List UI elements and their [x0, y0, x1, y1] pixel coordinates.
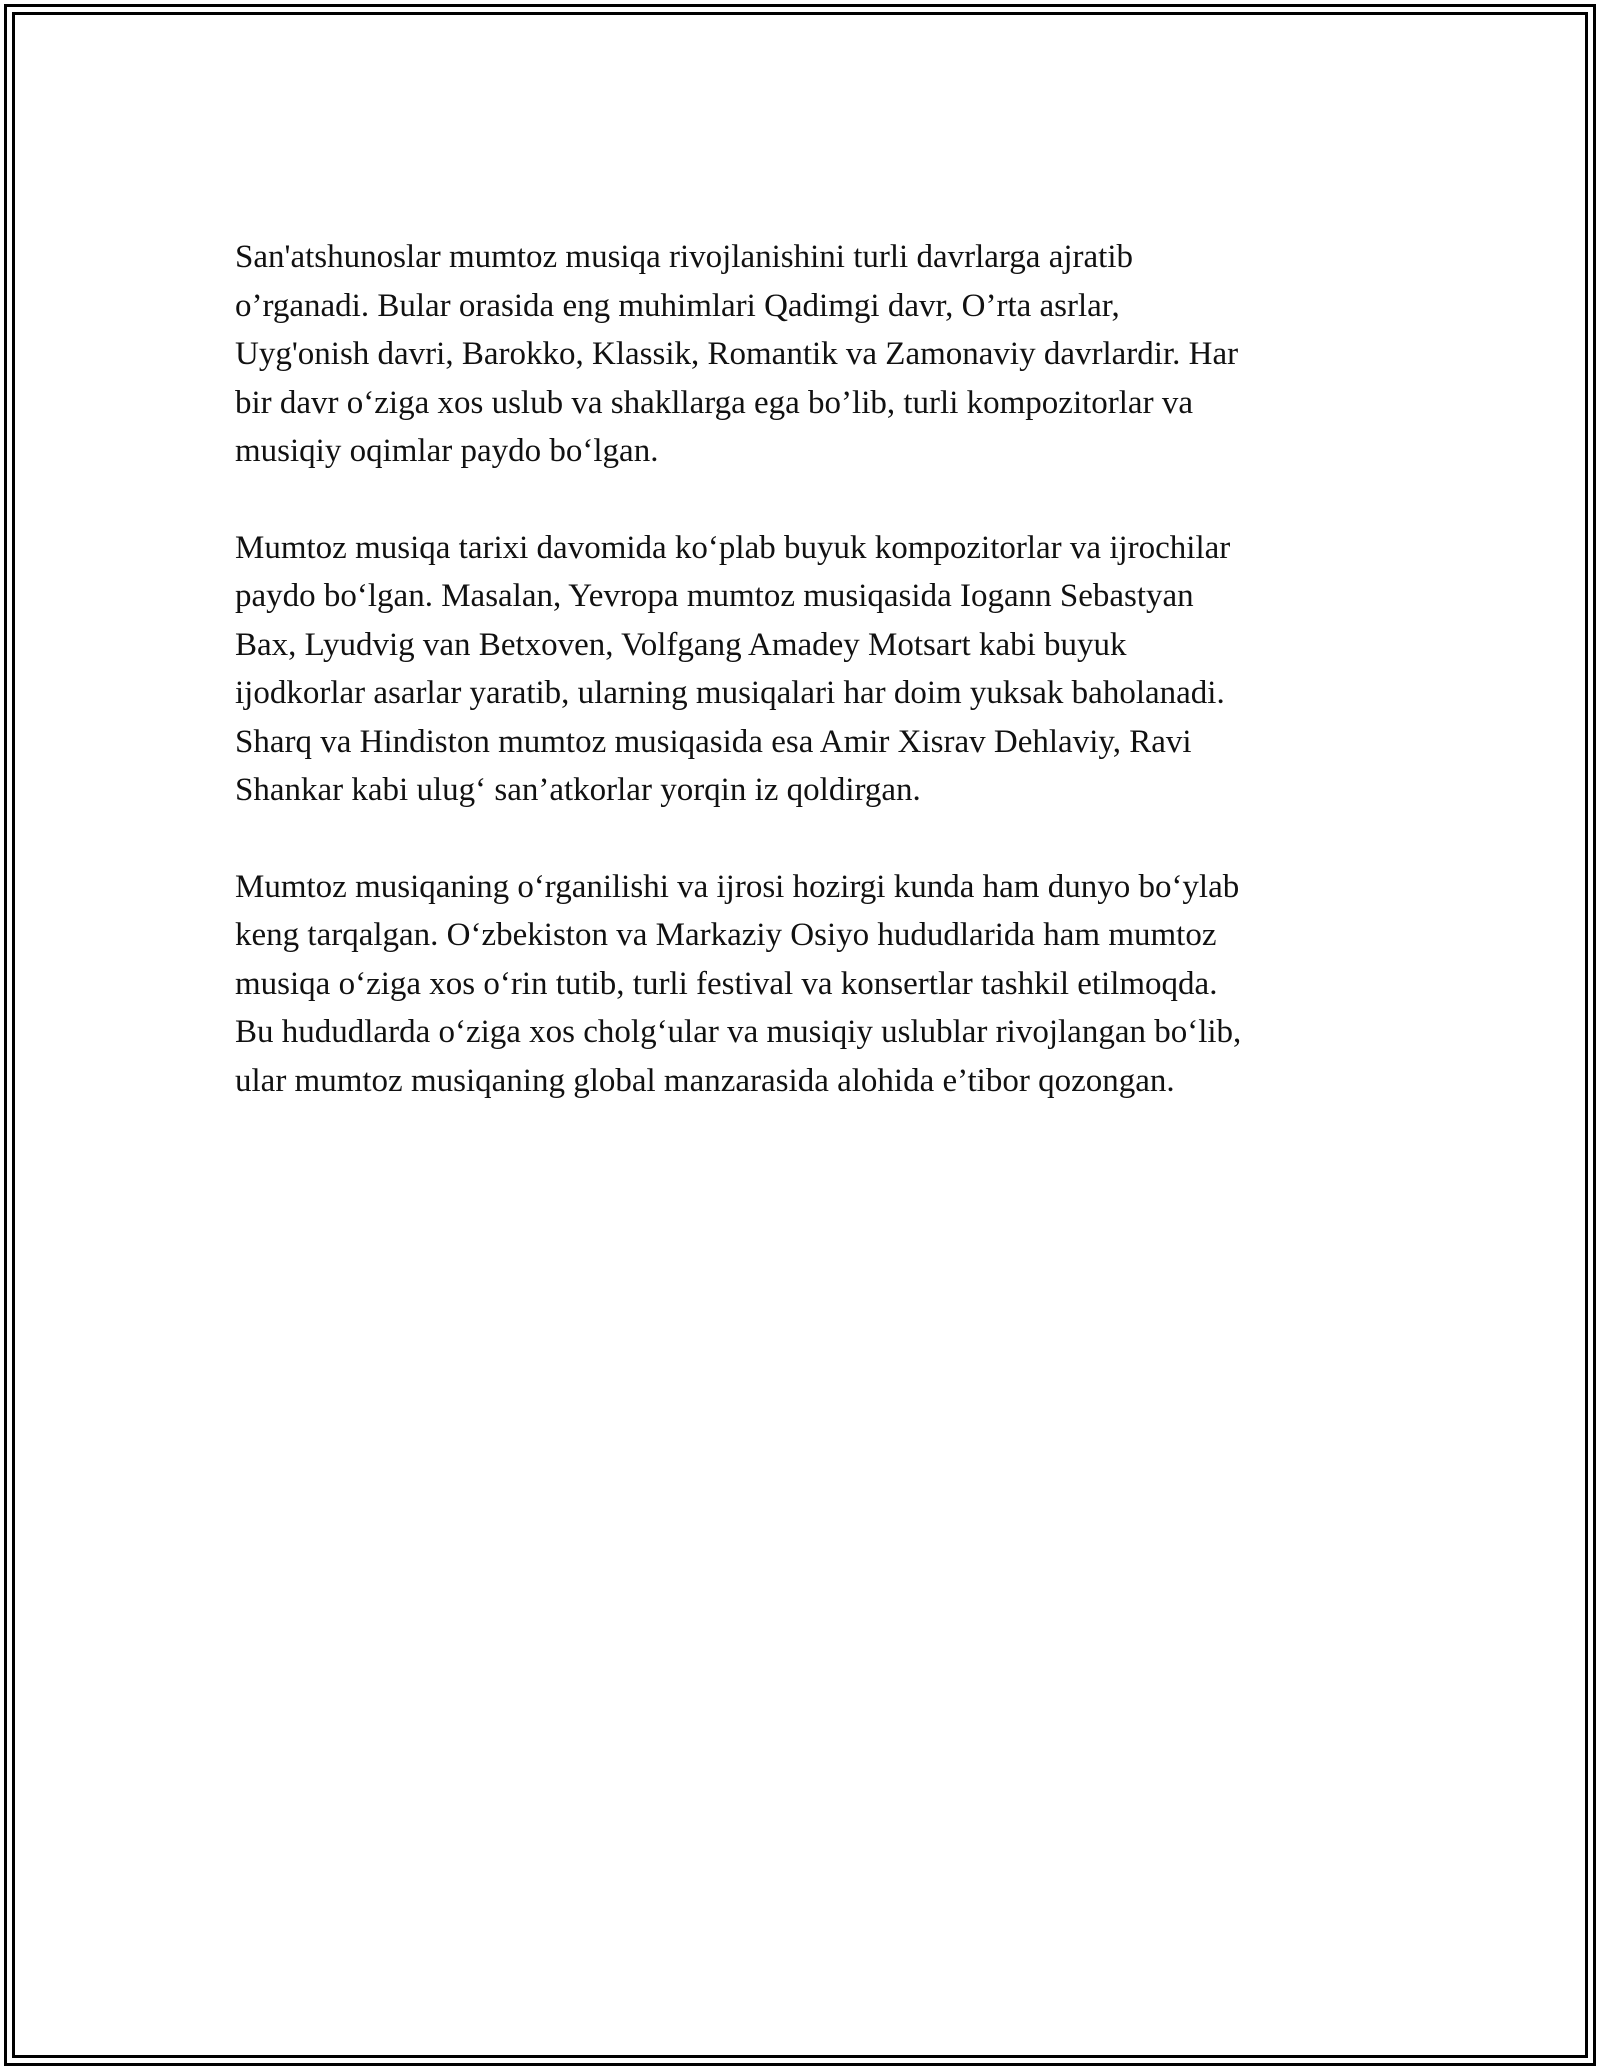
paragraph-composers: Mumtoz musiqa tarixi davomida ko‘plab buyuk kompozitorlar va ijrochilar paydo bo‘lgan. Masalan, Yevropa mumtoz musiqasida Iogann Sebastyan Bax, Lyudvig van Betxoven, Volfgang Amadey Motsart kabi buyuk ijodkorlar asarlar yaratib, ularning musiqalari har doim yuksak baholanadi. Sharq va Hindiston mumtoz musiqasida esa Amir Xisrav Dehlaviy, Ravi Shankar kabi ulug‘ san’atkorlar yorqin iz qoldirgan.	[235, 529, 1231, 808]
paragraph-modern-study: Mumtoz musiqaning o‘rganilishi va ijrosi hozirgi kunda ham dunyo bo‘ylab keng tarqalgan. O‘zbekiston va Markaziy Osiyo hududlarida ham mumtoz musiqa o‘ziga xos o‘rin tutib, turli festival va konsertlar tashkil etilmoqda. Bu hududlarda o‘ziga xos cholg‘ular va musiqiy uslublar rivojlangan bo‘lib, ular mumtoz musiqaning global manzarasida alohida e’tibor qozongan.	[235, 868, 1242, 1099]
paragraph-music-periods: San'atshunoslar mumtoz musiqa rivojlanishini turli davrlarga ajratib o’rganadi. Bular orasida eng muhimlari Qadimgi davr, O’rta asrlar, Uyg'onish davri, Barokko, Klassik, Romantik va Zamonaviy davrlardir. Har bir davr o‘ziga xos uslub va shakllarga ega bo’lib, turli kompozitorlar va musiqiy oqimlar paydo bo‘lgan.	[235, 239, 1239, 469]
document-body	[235, 233, 1365, 1153]
